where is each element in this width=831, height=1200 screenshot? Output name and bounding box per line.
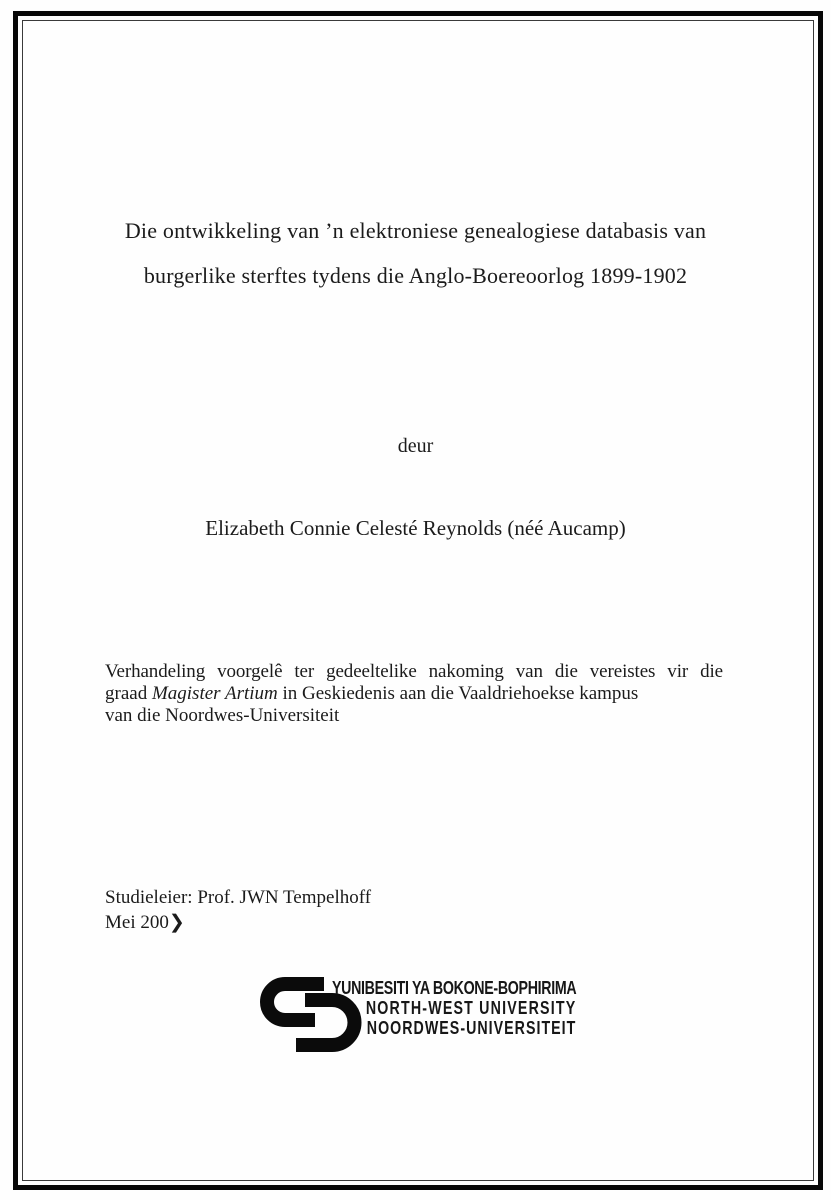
submission-statement: [105, 661, 723, 727]
title-line-1: Die ontwikkeling van ’n elektroniese genealogiese databasis van: [124, 218, 707, 243]
date-line: Mei 200❯: [105, 911, 185, 933]
supervisor-block: [105, 886, 371, 935]
supervisor-line: Studieleier: Prof. JWN Tempelhoff: [105, 887, 372, 908]
submission-line-2-pre: graad: [105, 683, 152, 704]
degree-name: Magister Artium: [151, 683, 278, 704]
submission-line-1: Verhandeling voorgelê ter gedeeltelike nakoming van die vereistes vir die: [105, 661, 723, 682]
university-logo-text: [322, 979, 576, 1038]
logo-line-setswana: YUNIBESITI YA BOKONE-BOPHIRIMA: [331, 978, 577, 998]
title-line-2: burgerlike sterftes tydens die Anglo-Boereoorlog 1899-1902: [143, 263, 688, 288]
logo-line-afrikaans: NOORDWES-UNIVERSITEIT: [366, 1017, 577, 1038]
university-logo: [258, 976, 578, 1060]
page-title: [40, 208, 791, 298]
submission-line-2-post: in Geskiedenis aan die Vaaldriehoekse kampus: [277, 683, 639, 704]
logo-line-english: NORTH-WEST UNIVERSITY: [365, 997, 577, 1018]
byline-deur: deur: [397, 435, 434, 457]
submission-line-2: [105, 683, 723, 705]
submission-line-3: van die Noordwes-Universiteit: [105, 705, 340, 726]
author-name: Elizabeth Connie Celesté Reynolds (néé Aucamp): [205, 516, 626, 540]
